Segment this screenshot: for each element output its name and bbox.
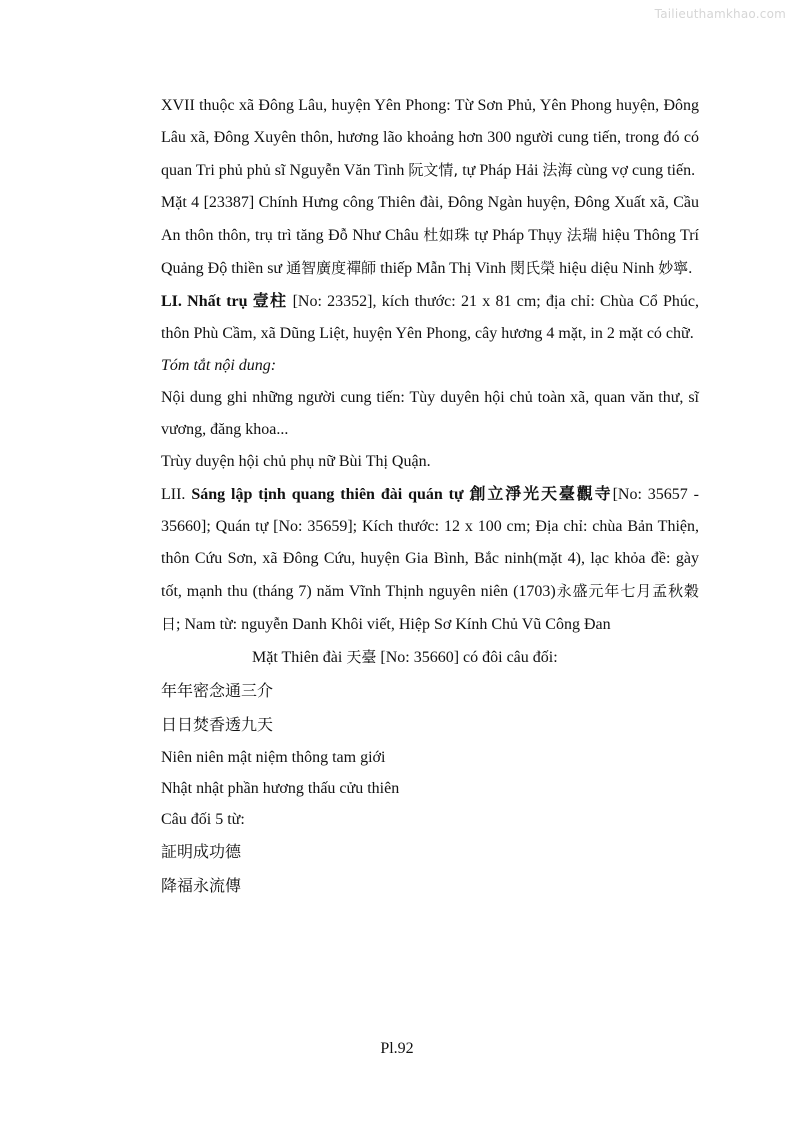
summary-heading: Tóm tắt nội dung: bbox=[161, 357, 277, 374]
watermark: Tailieuthamkhao.com bbox=[654, 7, 786, 21]
paragraph-2 bbox=[161, 187, 699, 285]
text: hiệu Thông Trí Quảng Độ thiền sư bbox=[161, 227, 699, 277]
document-body bbox=[161, 90, 699, 903]
paragraph-donor: Trùy duyện hội chủ phụ nữ Bùi Thị Quận. bbox=[161, 453, 431, 470]
couplet-5-heading: Câu đối 5 từ: bbox=[161, 811, 245, 828]
chinese-text: 永盛元年七月孟秋穀日 bbox=[161, 582, 699, 633]
couplet-5-line-2: 降福永流傳 bbox=[161, 876, 242, 895]
chinese-text: 天臺 bbox=[346, 648, 377, 666]
text: thiếp Mẫn Thị Vinh bbox=[376, 260, 511, 277]
text: LII. bbox=[161, 486, 192, 503]
chinese-heading: 創立淨光天臺觀寺 bbox=[469, 484, 613, 503]
text: tự Pháp Thụy bbox=[469, 227, 567, 244]
text: hiệu diệu Ninh bbox=[555, 260, 659, 277]
text: XVII thuộc xã Đông Lâu, huyện Yên Phong: Từ Sơn Phủ, Yên Phong huyện, Đông Lâu xã, Đông Xuyên thôn, hương lão khoảng hơn 300 người cung tiến, trong đó có quan Tri phủ phủ sĩ Nguyễn Văn Tình bbox=[161, 97, 699, 179]
paragraph-entry-LII bbox=[161, 478, 699, 641]
chinese-text: 閔氏榮 bbox=[510, 259, 556, 277]
chinese-heading: 壹柱 bbox=[252, 291, 288, 310]
chinese-text: 妙寧 bbox=[658, 259, 689, 277]
entry-heading: Sáng lập tịnh quang thiên đài quán tự bbox=[191, 486, 470, 503]
couplet-5-line-1: 証明成功德 bbox=[161, 842, 242, 861]
chinese-text: 杜如珠 bbox=[423, 226, 470, 244]
page-number: Pl.92 bbox=[380, 1040, 414, 1057]
text: cùng vợ cung tiến. bbox=[572, 162, 696, 179]
entry-heading: LI. Nhất trụ bbox=[161, 293, 253, 310]
paragraph-entry-LI bbox=[161, 285, 699, 350]
chinese-text: 阮文情, bbox=[408, 161, 459, 179]
text: [No: 35660] có đôi câu đối: bbox=[376, 649, 558, 666]
text: . bbox=[688, 260, 693, 277]
couplet-line-1-chinese: 年年密念通三介 bbox=[161, 681, 274, 700]
chinese-text: 法瑞 bbox=[566, 226, 598, 244]
paragraph-face bbox=[161, 641, 699, 674]
text: Mặt 4 [23387] Chính Hưng công Thiên đài, Đông Ngàn huyện, Đông Xuất xã, Cầu An thôn thôn, trụ trì tăng Đỗ Như Châu bbox=[161, 194, 699, 244]
text: [No: 35657 - 35660]; Quán tự [No: 35659]; Kích thước: 12 x 100 cm; Địa chỉ: chùa Bản Thiện, thôn Cứu Sơn, xã Đông Cứu, huyện Gia Bình, Bắc ninh(mặt 4), lạc khỏa đề: gày tốt, mạnh thu (tháng 7) năm Vĩnh Thịnh nguyên niên (1703) bbox=[161, 486, 699, 600]
text: [No: 23352], kích thước: 21 x 81 cm; địa chỉ: Chùa Cổ Phúc, thôn Phù Cầm, xã Dũng Liệt, huyện Yên Phong, cây hương 4 mặt, in 2 mặt có chữ. bbox=[161, 293, 699, 342]
couplet-line-1-transliteration: Niên niên mật niệm thông tam giới bbox=[161, 749, 386, 766]
couplet-line-2-chinese: 日日焚香透九天 bbox=[161, 715, 274, 734]
chinese-text: 通智廣度禪師 bbox=[286, 259, 377, 277]
paragraph-summary: Nội dung ghi những người cung tiến: Tùy duyên hội chủ toàn xã, quan văn thư, sĩ vương, đăng khoa... bbox=[161, 389, 699, 438]
couplet-line-2-transliteration: Nhật nhật phần hương thấu cửu thiên bbox=[161, 780, 400, 797]
paragraph-1 bbox=[161, 90, 699, 187]
text: ; Nam từ: nguyễn Danh Khôi viết, Hiệp Sơ Kính Chủ Vũ Công Đan bbox=[176, 616, 611, 633]
text: Mặt Thiên đài bbox=[252, 649, 347, 666]
text: tự Pháp Hải bbox=[458, 162, 543, 179]
chinese-text: 法海 bbox=[542, 161, 573, 179]
